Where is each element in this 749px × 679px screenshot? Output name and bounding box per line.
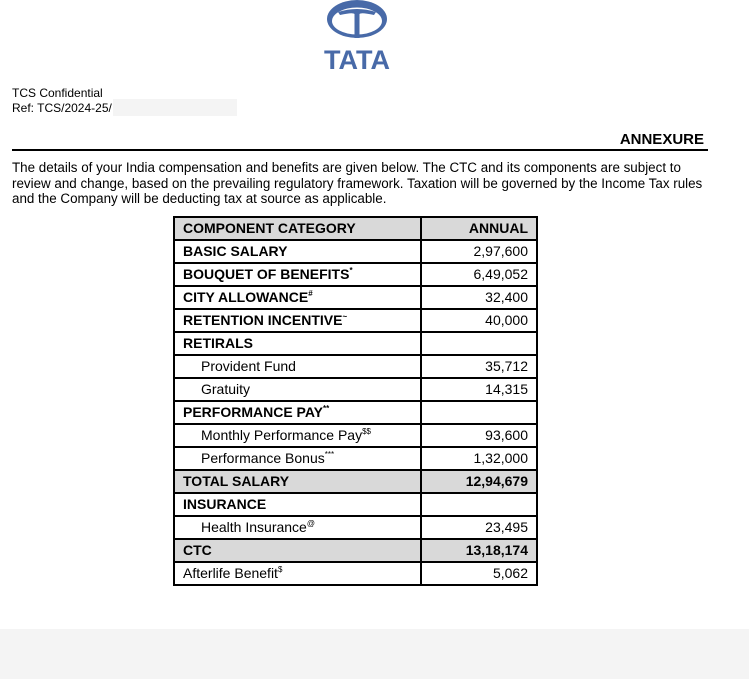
footnote-mark: # — [308, 289, 313, 298]
row-value — [421, 332, 537, 355]
row-label: CTC — [174, 539, 421, 562]
row-value: 12,94,679 — [421, 470, 537, 493]
row-value: 23,495 — [421, 516, 537, 539]
table-row — [174, 447, 537, 470]
row-value — [421, 493, 537, 516]
row-label: BOUQUET OF BENEFITS* — [174, 263, 421, 286]
row-value: 5,062 — [421, 562, 537, 585]
table-row — [174, 424, 537, 447]
compensation-table — [173, 216, 538, 586]
row-label: Health Insurance@ — [174, 516, 421, 539]
row-value: 6,49,052 — [421, 263, 537, 286]
row-value: 2,97,600 — [421, 240, 537, 263]
intro-paragraph: The details of your India compensation and benefits are given below. The CTC and its components are subject to review and change, based on the prevailing regulatory framework. Taxation will be governed by the Income Tax rules and the Company will be deducting tax at source as applicable. — [12, 160, 703, 207]
tata-logo — [314, 0, 400, 72]
row-label: Gratuity — [174, 378, 421, 401]
row-label: PERFORMANCE PAY** — [174, 401, 421, 424]
reference-row — [12, 99, 237, 116]
table-row — [174, 286, 537, 309]
row-value: 40,000 — [421, 309, 537, 332]
total-row — [174, 470, 537, 493]
annexure-title: ANNEXURE — [619, 131, 704, 148]
row-value — [421, 401, 537, 424]
table-row — [174, 355, 537, 378]
row-label: Afterlife Benefit$ — [174, 562, 421, 585]
table-row — [174, 332, 537, 355]
row-value: 35,712 — [421, 355, 537, 378]
confidential-label: TCS Confidential — [12, 86, 103, 100]
footnote-mark: ** — [323, 404, 330, 413]
row-value: 93,600 — [421, 424, 537, 447]
footnote-mark: * — [349, 266, 353, 275]
table-row — [174, 378, 537, 401]
row-label: Monthly Performance Pay$$ — [174, 424, 421, 447]
row-label: Provident Fund — [174, 355, 421, 378]
footnote-mark: $ — [277, 565, 283, 574]
table-row — [174, 263, 537, 286]
row-label: CITY ALLOWANCE# — [174, 286, 421, 309]
footnote-mark: $$ — [362, 427, 371, 436]
redacted-area — [113, 99, 237, 116]
row-value: 32,400 — [421, 286, 537, 309]
table-row — [174, 309, 537, 332]
header-annual: ANNUAL — [421, 217, 537, 240]
footnote-mark: ~ — [342, 312, 348, 321]
row-value: 13,18,174 — [421, 539, 537, 562]
table-row — [174, 562, 537, 585]
row-value: 1,32,000 — [421, 447, 537, 470]
footnote-mark: *** — [324, 450, 335, 459]
annexure-underline — [12, 149, 708, 151]
row-label: TOTAL SALARY — [174, 470, 421, 493]
row-label: Performance Bonus*** — [174, 447, 421, 470]
tata-logo-mark — [314, 0, 400, 72]
table-header-row — [174, 217, 537, 240]
reference-number: Ref: TCS/2024-25/ — [12, 100, 112, 115]
row-label: RETENTION INCENTIVE~ — [174, 309, 421, 332]
row-label: BASIC SALARY — [174, 240, 421, 263]
row-label: RETIRALS — [174, 332, 421, 355]
row-label: INSURANCE — [174, 493, 421, 516]
confidential-block — [12, 87, 237, 116]
table-row — [174, 493, 537, 516]
table-row — [174, 401, 537, 424]
tata-wordmark: TATA — [324, 45, 390, 72]
header-component-category: COMPONENT CATEGORY — [174, 217, 421, 240]
footnote-mark: @ — [306, 519, 315, 528]
table-row — [174, 240, 537, 263]
table-row — [174, 516, 537, 539]
page-bottom-band — [0, 629, 749, 679]
row-value: 14,315 — [421, 378, 537, 401]
ctc-row — [174, 539, 537, 562]
